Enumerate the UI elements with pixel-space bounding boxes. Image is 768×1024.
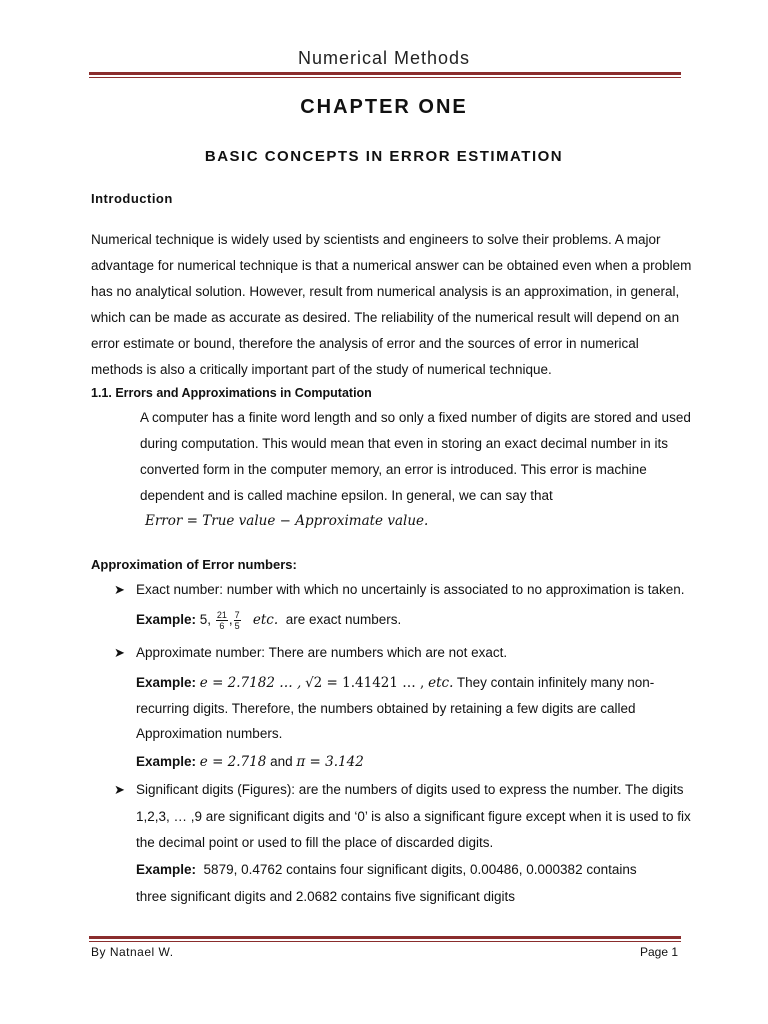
- approx-example: [136, 675, 654, 691]
- footer-rule: [89, 936, 681, 942]
- section-line: converted form in the computer memory, an error is introduced. This error is machine: [140, 462, 647, 477]
- approx-line: Approximation numbers.: [136, 726, 283, 741]
- and-word: and: [270, 754, 293, 769]
- sig-line: three significant digits and 2.0682 contains five significant digits: [136, 889, 515, 904]
- approx-line: recurring digits. Therefore, the numbers obtained by retaining a few digits are called: [136, 701, 636, 716]
- pi-value: π = 3.142: [296, 754, 364, 770]
- sig-example: [136, 862, 637, 877]
- example-label: Example:: [136, 862, 197, 877]
- numerator: 21: [216, 610, 227, 620]
- error-formula: Error = True value − Approximate value.: [145, 513, 429, 529]
- numerator: 7: [234, 610, 240, 620]
- approx-number-bullet: Approximate number: There are numbers which are not exact.: [136, 645, 508, 660]
- intro-line: advantage for numerical technique is that a numerical answer can be obtained even when a problem: [91, 258, 692, 273]
- example-label: Example:: [136, 754, 197, 769]
- sig-line: 1,2,3, … ,9 are significant digits and ‘0’ is also a significant figure except when it is used to fix: [136, 809, 691, 824]
- section-heading: 1.1. Errors and Approximations in Computation: [91, 386, 372, 400]
- section-line: A computer has a finite word length and so only a fixed number of digits are stored and used: [140, 410, 691, 425]
- example-value: 5,: [199, 612, 212, 628]
- running-header: Numerical Methods: [297, 48, 471, 68]
- denominator: 6: [219, 621, 225, 631]
- section-paragraph: [140, 405, 691, 509]
- e-value: e = 2.718: [199, 754, 267, 770]
- arrowhead-bullet-icon: ➤: [114, 582, 125, 597]
- section-line: dependent and is called machine epsilon. In general, we can say that: [140, 488, 553, 503]
- fraction: [234, 610, 241, 631]
- intro-line: methods is also a critically important part of the study of numerical technique.: [91, 362, 552, 377]
- intro-line: Numerical technique is widely used by scientists and engineers to solve their problems. A major: [91, 232, 661, 247]
- intro-paragraph: [91, 227, 692, 383]
- page-number: Page 1: [640, 945, 679, 959]
- fraction: [216, 610, 228, 631]
- sig-line: the decimal point or used to fill the place of discarded digits.: [136, 835, 494, 850]
- intro-line: which can be made as accurate as desired. The reliability of the numerical result will depend on an: [91, 310, 680, 325]
- significant-digits-bullet: Significant digits (Figures): are the numbers of digits used to express the number. The digits: [136, 782, 684, 797]
- intro-heading: Introduction: [91, 191, 173, 206]
- sqrt-value: √2 = 1.41421 … ,: [305, 675, 425, 691]
- intro-line: error estimate or bound, therefore the analysis of error and the sources of error in numerical: [91, 336, 639, 351]
- chapter-title: CHAPTER ONE: [300, 96, 468, 118]
- etc-math: etc.: [428, 675, 454, 691]
- example-tail: They contain infinitely many non-: [456, 675, 655, 690]
- arrowhead-bullet-icon: ➤: [114, 645, 125, 660]
- approx-heading: Approximation of Error numbers:: [91, 557, 297, 572]
- footer-author: By Natnael W.: [91, 945, 174, 959]
- example-text: 5879, 0.4762 contains four significant digits, 0.00486, 0.000382 contains: [203, 862, 637, 877]
- example-label: Example:: [136, 612, 197, 628]
- arrowhead-bullet-icon: ➤: [114, 782, 125, 797]
- example-label: Example:: [136, 675, 197, 690]
- e-value: e = 2.7182 … ,: [199, 675, 302, 691]
- exact-number-bullet: Exact number: number with which no uncertainly is associated to no approximation is taken.: [136, 582, 685, 597]
- section-line: during computation. This would mean that even in storing an exact decimal number in its: [140, 436, 669, 451]
- approx-example-2: [136, 754, 364, 770]
- chapter-subtitle: BASIC CONCEPTS IN ERROR ESTIMATION: [204, 148, 564, 165]
- denominator: 5: [234, 621, 240, 631]
- example-tail: are exact numbers.: [285, 612, 402, 628]
- exact-example: Example: 5, $\frac{21}{6}$ , $\frac{7}{5}$ etc. are exact numbers.: [136, 610, 402, 631]
- intro-line: has no analytical solution. However, result from numerical analysis is an approximation, in general,: [91, 284, 680, 299]
- header-rule: [89, 72, 681, 78]
- etc-math: etc.: [252, 612, 279, 629]
